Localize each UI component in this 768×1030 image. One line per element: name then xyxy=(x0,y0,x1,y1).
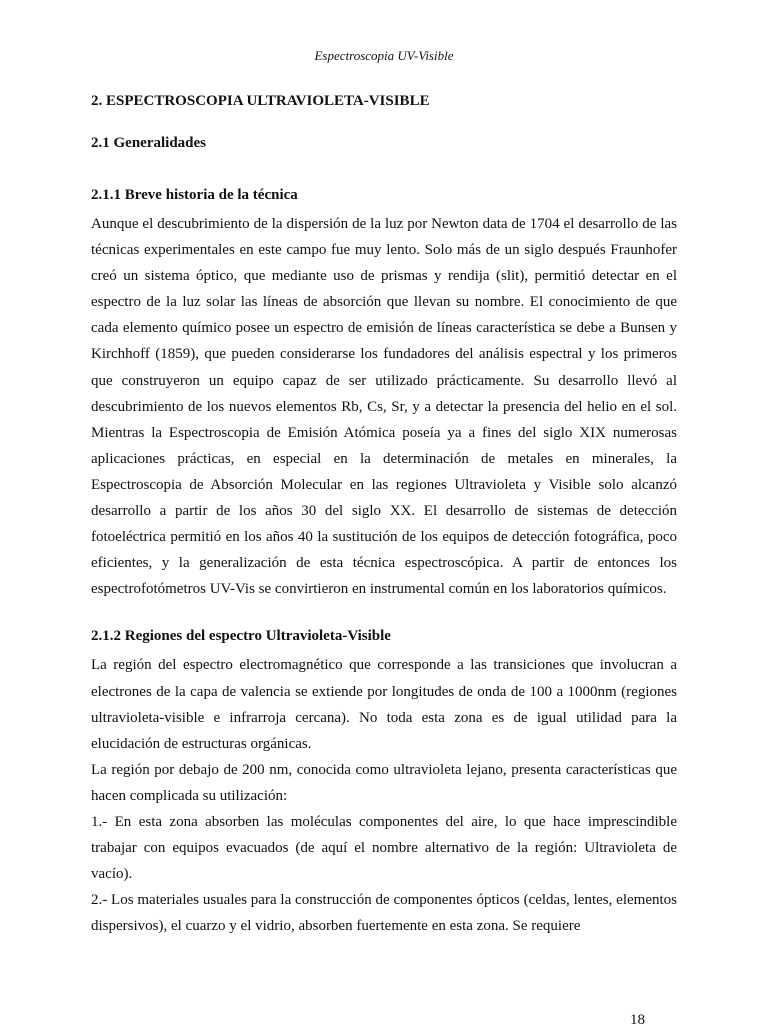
history-paragraph: Aunque el descubrimiento de la dispersión de la luz por Newton data de 1704 el desarrollo de las técnicas experimentales en este campo fue muy lento. Solo más de un siglo después Fraunhofer creó un sistema óptico, que mediante uso de prismas y rendija (slit), permitió detectar en el espectro de la luz solar las líneas de absorción que llevan su nombre. El conocimiento de que cada elemento químico posee un espectro de emisión de líneas característica se debe a Bunsen y Kirchhoff (1859), que pueden considerarse los fundadores del análisis espectral y los primeros que construyeron un equipo capaz de ser utilizado prácticamente. Su desarrollo llevó al descubrimiento de los nuevos elementos Rb, Cs, Sr, y a detectar la presencia del helio en el sol. Mientras la Espectroscopia de Emisión Atómica poseía ya a fines del siglo XIX numerosas aplicaciones prácticas, en especial en la determinación de metales en minerales, la Espectroscopia de Absorción Molecular en las regiones Ultravioleta y Visible solo alcanzó desarrollo a partir de los años 30 del siglo XX. El desarrollo de sistemas de detección fotoeléctrica permitió en los años 40 la sustitución de los equipos de detección fotográfica, poco eficientes, y la generalización de esta técnica espectroscópica. A partir de entonces los espectrofotómetros UV-Vis se convirtieron en instrumental común en los laboratorios químicos. xyxy=(91,216,677,598)
regions-heading: 2.1.2 Regiones del espectro Ultravioleta-Visible xyxy=(91,628,391,645)
history-heading: 2.1.1 Breve historia de la técnica xyxy=(91,187,298,203)
subsection-title: 2.1 Generalidades xyxy=(91,135,206,151)
regions-list-item-2: 2.- Los materiales usuales para la construcción de componentes ópticos (celdas, lentes, elementos dispersivos), el cuarzo y el vidrio, absorben fuertemente en esta zona. Se requiere xyxy=(91,892,677,935)
section-title: 2. ESPECTROSCOPIA ULTRAVIOLETA-VISIBLE xyxy=(91,93,430,109)
regions-list-item-1: 1.- En esta zona absorben las moléculas componentes del aire, lo que hace imprescindible trabajar con equipos evacuados (de aquí el nombre alternativo de la región: Ultravioleta de vacío). xyxy=(91,813,677,883)
document-body xyxy=(91,91,677,939)
regions-paragraph-far-uv: La región por debajo de 200 nm, conocida como ultravioleta lejano, presenta características que hacen complicada su utilización: xyxy=(91,761,677,804)
running-header: Espectroscopia UV-Visible xyxy=(314,48,454,63)
page-number: 18 xyxy=(630,1012,645,1028)
section-spacer xyxy=(91,602,677,626)
regions-paragraph-intro: La región del espectro electromagnético que corresponde a las transiciones que involucran a electrones de la capa de valencia se extiende por longitudes de onda de 100 a 1000nm (regiones ultravioleta-visible e infrarroja cercana). No toda esta zona es de igual utilidad para la elucidación de estructuras orgánicas. xyxy=(91,657,677,752)
